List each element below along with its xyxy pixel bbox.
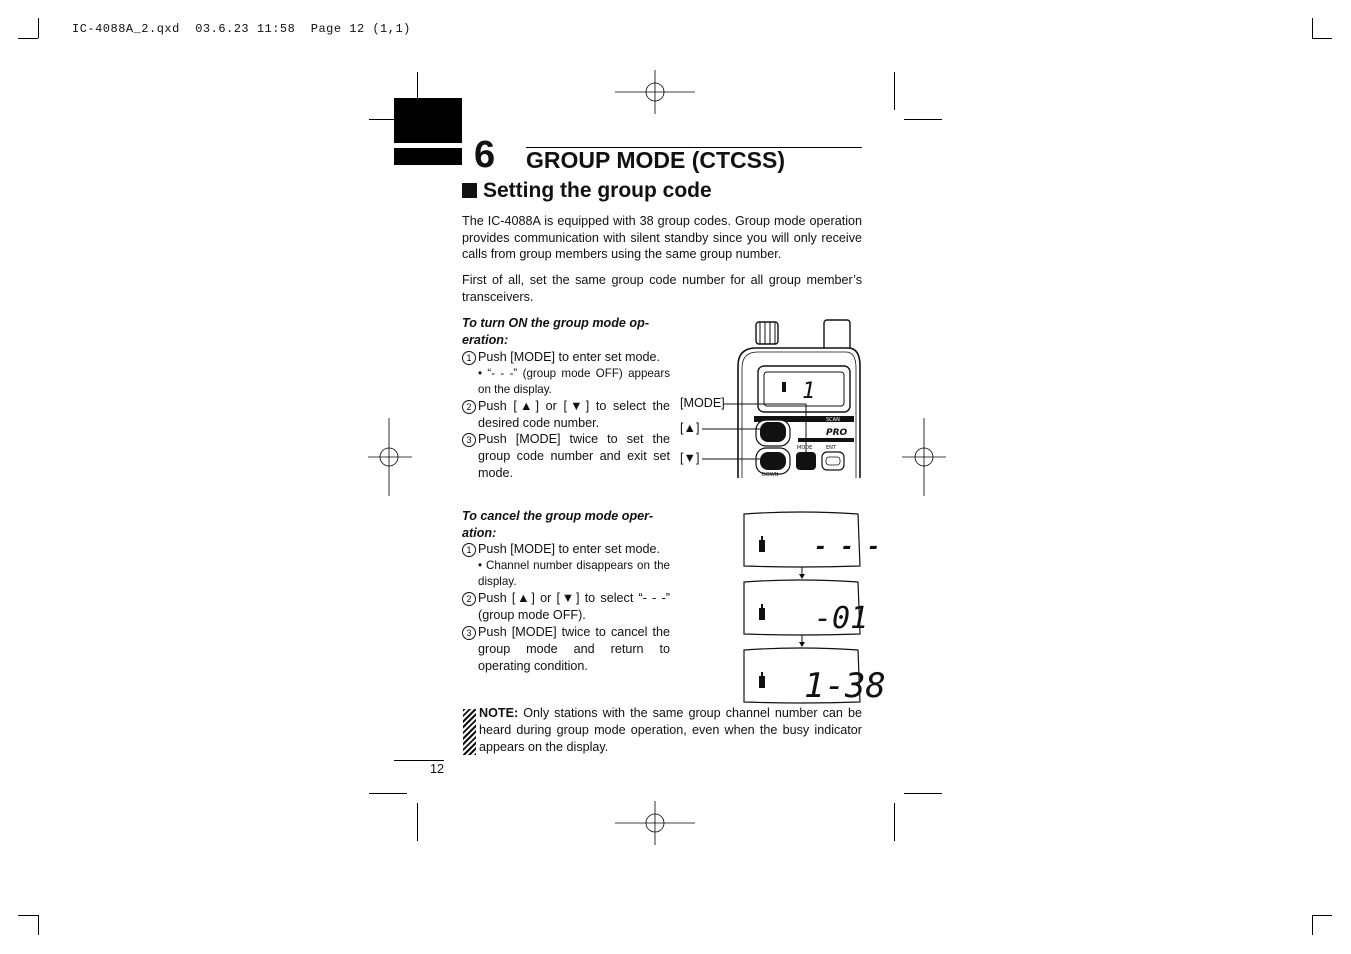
note-label: NOTE: [479, 706, 519, 720]
trim-mark [417, 803, 418, 841]
crop-mark [18, 915, 38, 916]
crop-mark [1312, 915, 1313, 935]
turn-on-heading [462, 315, 649, 348]
registration-mark [902, 418, 946, 496]
chapter-tab [394, 98, 462, 143]
step-text: Push [MODE] twice to set the group code number and exit set mode. [478, 432, 670, 480]
crop-mark [1312, 38, 1332, 39]
registration-mark [615, 70, 695, 114]
trim-mark [904, 119, 942, 120]
svg-text:DOWN: DOWN [762, 472, 779, 478]
step-text: Push [MODE] twice to cancel the group mode and return to operating condition. [478, 625, 670, 673]
step-text: Push [MODE] to enter set mode. [478, 350, 660, 364]
section-title-text: Setting the group code [483, 179, 712, 202]
step-text: Push [▲] or [▼] to select the desired code number. [478, 399, 670, 430]
crop-mark [1312, 18, 1313, 38]
square-bullet-icon [462, 183, 477, 198]
page-number: 12 [430, 762, 445, 776]
down-button-label: [▼] [680, 451, 700, 465]
turn-on-step-3 [462, 431, 670, 481]
svg-text:ENT: ENT [826, 445, 836, 451]
intro-paragraph-2: First of all, set the same group code number for all group member’s transceivers. [462, 273, 862, 304]
lcd-screen-1-text: - - - [814, 535, 881, 560]
turn-on-step-1-bullet: • “- - -” (group mode OFF) appears on the display. [478, 367, 670, 396]
intro-paragraph: The IC-4088A is equipped with 38 group codes. Group mode operation provides communication with silent standby since you will only receive calls from group members using the same group number. [462, 214, 862, 262]
svg-text:SCAN: SCAN [826, 417, 840, 423]
note-block [479, 705, 862, 756]
chapter-tab-bar [394, 148, 462, 165]
trim-mark [369, 793, 407, 794]
step-number-2: 2 [462, 400, 476, 414]
page-number-rule [394, 760, 444, 761]
note-text: Only stations with the same group channel number can be heard during group mode operation, even when the busy indicator appears on the display. [479, 706, 862, 754]
cancel-step-1 [462, 541, 670, 558]
crop-mark [18, 38, 38, 39]
cancel-step-1-bullet: • Channel number disappears on the display. [478, 559, 670, 588]
turn-on-heading-line-2: eration: [462, 332, 509, 347]
turn-on-step-2 [462, 398, 670, 432]
crop-mark [1312, 915, 1332, 916]
step-number-3: 3 [462, 433, 476, 447]
svg-text:PRO: PRO [826, 428, 848, 438]
file-slug: IC-4088A_2.qxd 03.6.23 11:58 Page 12 (1,1) [72, 22, 411, 36]
lcd-screen-2-text: -01 [814, 601, 869, 636]
crop-mark [38, 915, 39, 935]
step-text: Push [▲] or [▼] to select “- - -” (group mode OFF). [478, 591, 670, 622]
step-text: Push [MODE] to enter set mode. [478, 542, 660, 556]
trim-mark [894, 803, 895, 841]
lcd-screen-3-text: 1-38 [804, 666, 886, 706]
crop-mark [38, 18, 39, 38]
step-number-1: 1 [462, 351, 476, 365]
cancel-heading-line-2: ation: [462, 525, 497, 540]
cancel-step-3 [462, 624, 670, 674]
mode-button-label: [MODE] [680, 396, 725, 410]
turn-on-step-1 [462, 349, 670, 366]
transceiver-illustration [698, 318, 864, 480]
cancel-heading-line-1: To cancel the group mode oper- [462, 509, 654, 523]
turn-on-heading-line-1: To turn ON the group mode op- [462, 316, 650, 330]
registration-mark [615, 801, 695, 845]
step-number-1: 1 [462, 543, 476, 557]
chapter-number: 6 [474, 134, 496, 176]
trim-mark [904, 793, 942, 794]
step-number-2: 2 [462, 592, 476, 606]
note-hatch-icon [463, 709, 476, 755]
cancel-step-2 [462, 590, 670, 624]
chapter-title: GROUP MODE (CTCSS) [526, 147, 785, 173]
section-title [462, 179, 712, 203]
radio-display-digit: 1 [802, 379, 816, 404]
registration-mark [368, 418, 412, 496]
svg-text:MODE: MODE [797, 445, 813, 451]
up-button-label: [▲] [680, 421, 700, 435]
trim-mark [894, 72, 895, 110]
step-number-3: 3 [462, 626, 476, 640]
cancel-heading [462, 508, 653, 541]
lcd-sequence-illustration [740, 510, 886, 706]
